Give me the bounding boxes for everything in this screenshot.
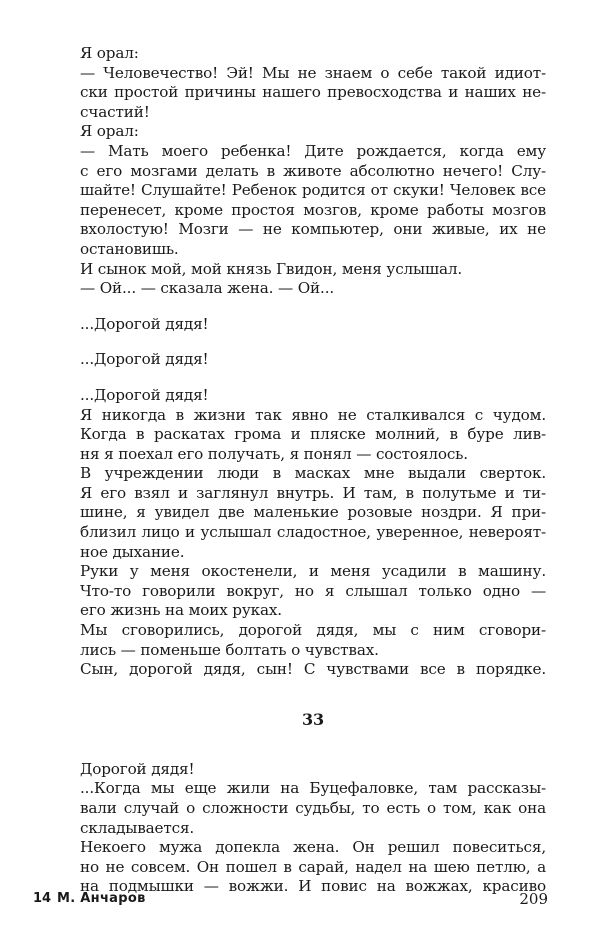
spacer <box>80 370 546 386</box>
spacer <box>80 334 546 350</box>
text-line: Сын, дорогой дядя, сын! С чувствами все в порядке. <box>80 660 546 679</box>
text-line: шайте! Слушайте! Ребенок родится от скуки! Человек все <box>80 181 546 200</box>
text-line: Мы сговорились, дорогой дядя, мы с ним сговори- <box>80 621 546 640</box>
spacer <box>80 299 546 315</box>
chapter-number: 33 <box>302 709 324 729</box>
text-line: ня я поехал его получать, я понял — состоялось. <box>80 444 468 463</box>
page-body <box>80 44 546 897</box>
text-line: Я никогда в жизни так явно не сталкивался с чудом. <box>80 405 546 424</box>
text-line: Дорогой дядя! <box>80 759 195 778</box>
greeting-line: ...Дорогой дядя! <box>80 314 209 333</box>
text-line: Я орал: <box>80 44 139 62</box>
text-section-continued <box>80 406 546 680</box>
text-line: Руки у меня окостенели, и меня усадили в машину. <box>80 562 546 581</box>
text-line: лись — поменьше болтать о чувствах. <box>80 640 379 659</box>
text-line: с его мозгами делать в животе абсолютно нечего! Слу- <box>80 161 546 180</box>
text-line: — Человечество! Эй! Мы не знаем о себе такой идиот- <box>80 63 546 82</box>
text-section-before <box>80 44 546 299</box>
text-line: ...Когда мы еще жили на Буцефаловке, там рассказы- <box>80 779 546 798</box>
text-line: И сынок мой, мой князь Гвидон, меня услышал. <box>80 259 463 278</box>
text-line: Я его взял и заглянул внутрь. И там, в полутьме и ти- <box>80 483 546 502</box>
text-line: В учреждении люди в масках мне выдали сверток. <box>80 464 546 483</box>
text-line: счастий! <box>80 102 150 121</box>
page-number: 209 <box>519 890 548 908</box>
text-line: — Ой... — сказала жена. — Ой... <box>80 279 335 298</box>
printer-signature: 14 <box>33 891 52 906</box>
text-line: Я орал: <box>80 122 139 141</box>
text-line: складывается. <box>80 818 195 837</box>
greetings-block <box>80 315 546 406</box>
page-footer <box>33 888 548 910</box>
text-line: перенесет, кроме простоя мозгов, кроме работы мозгов <box>80 200 546 219</box>
text-line: вали случай о сложности судьбы, то есть о том, как она <box>80 799 546 817</box>
text-line: близил лицо и услышал сладостное, уверенное, невероят- <box>80 523 546 542</box>
text-line: — Мать моего ребенка! Дите рождается, когда ему <box>80 141 546 160</box>
text-line: Некоего мужа допекла жена. Он решил повеситься, <box>80 838 546 857</box>
footer-author: М. Анчаров <box>57 891 146 906</box>
text-line: ски простой причины нашего превосходства и наших не- <box>80 83 546 102</box>
text-line: Когда в раскатах грома и пляске молний, в буре лив- <box>80 425 546 444</box>
text-line: но не совсем. Он пошел в сарай, надел на шею петлю, а <box>80 857 546 876</box>
text-line: ное дыхание. <box>80 542 185 561</box>
text-line: остановишь. <box>80 239 179 258</box>
text-line: на подмышки — вожжи. И повис на вожжах, красиво <box>80 877 546 896</box>
text-line: его жизнь на моих руках. <box>80 601 282 620</box>
text-line: Что-то говорили вокруг, но я слышал только одно — <box>80 581 546 600</box>
text-line: шине, я увидел две маленькие розовые ноздри. Я при- <box>80 503 546 522</box>
text-section-after <box>80 760 546 897</box>
text-line: вхолостую! Мозги — не компьютер, они живые, их не <box>80 220 546 239</box>
greeting-line: ...Дорогой дядя! <box>80 350 209 369</box>
greeting-line: ...Дорогой дядя! <box>80 385 209 404</box>
